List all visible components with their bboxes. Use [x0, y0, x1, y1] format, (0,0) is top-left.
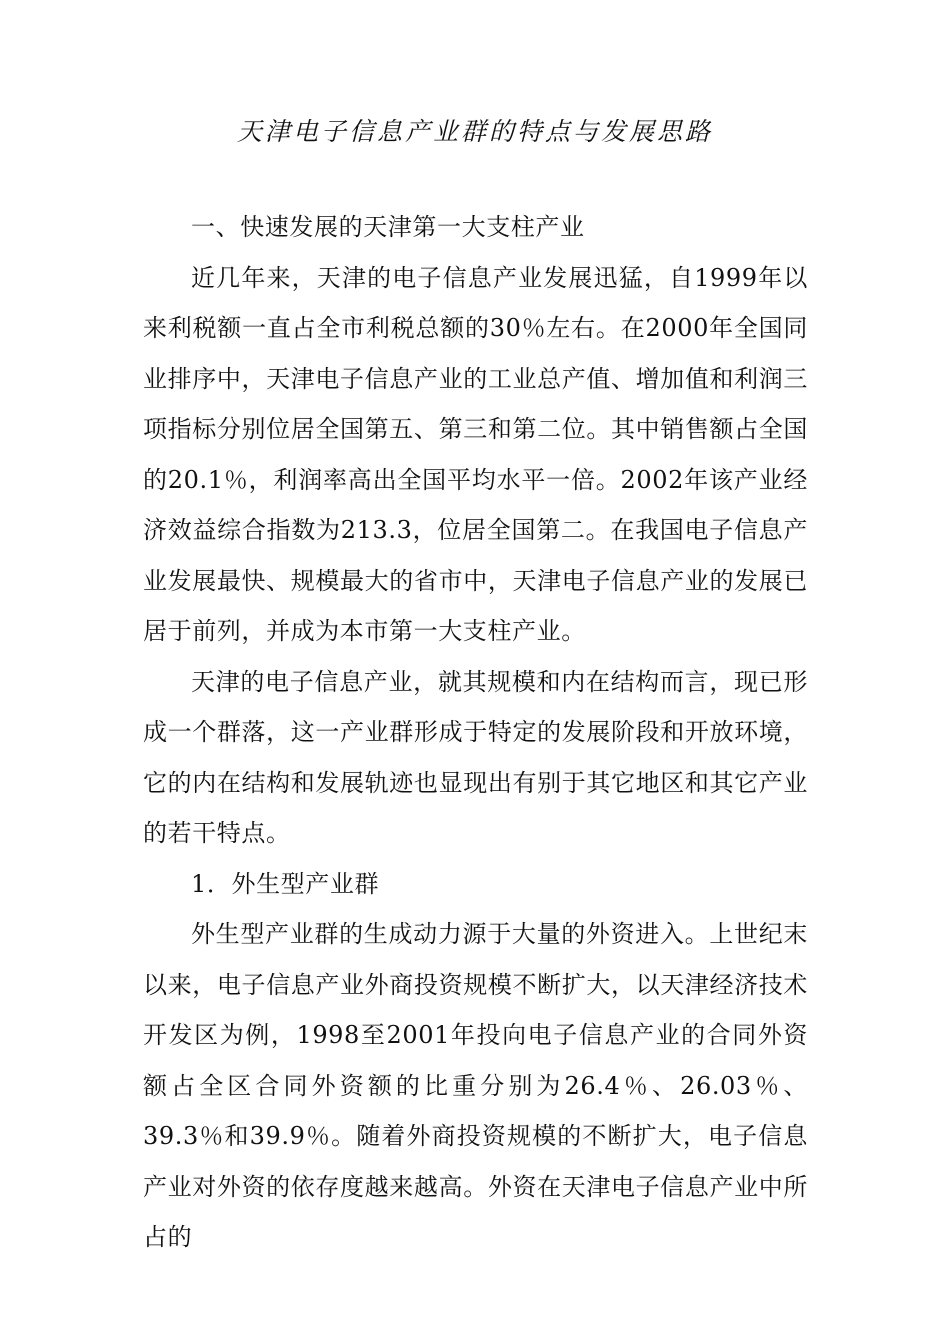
document-title: 天津电子信息产业群的特点与发展思路 — [236, 117, 713, 146]
section-heading: 一、快速发展的天津第一大支柱产业 — [191, 213, 585, 241]
paragraph: 近几年来，天津的电子信息产业发展迅猛，自1999年以来利税额一直占全市利税总额的30％左右。在2000年全国同业排序中，天津电子信息产业的工业总产值、增加值和利润三项指标分别位居全国第五、第三和第二位。其中销售额占全国的20.1％，利润率高出全国平均水平一倍。2002年该产业经济效益综合指数为213.3，位居全国第二。在我国电子信息产业发展最快、规模最大的省市中，天津电子信息产业的发展已居于前列，并成为本市第一大支柱产业。 — [143, 263, 808, 645]
paragraph: 外生型产业群的生成动力源于大量的外资进入。上世纪末以来，电子信息产业外商投资规模不断扩大，以天津经济技术开发区为例，1998至2001年投向电子信息产业的合同外资额占全区合同外资额的比重分别为26.4％、26.03％、39.3％和39.9％。随着外商投资规模的不断扩大，电子信息产业对外资的依存度越来越高。外资在天津电子信息产业中所占的 — [143, 920, 808, 1251]
document-body — [143, 202, 808, 1263]
paragraph: 天津的电子信息产业，就其规模和内在结构而言，现已形成一个群落，这一产业群形成于特定的发展阶段和开放环境，它的内在结构和发展轨迹也显现出有别于其它地区和其它产业的若干特点。 — [143, 667, 808, 847]
subsection-heading: 1．外生型产业群 — [191, 869, 380, 898]
